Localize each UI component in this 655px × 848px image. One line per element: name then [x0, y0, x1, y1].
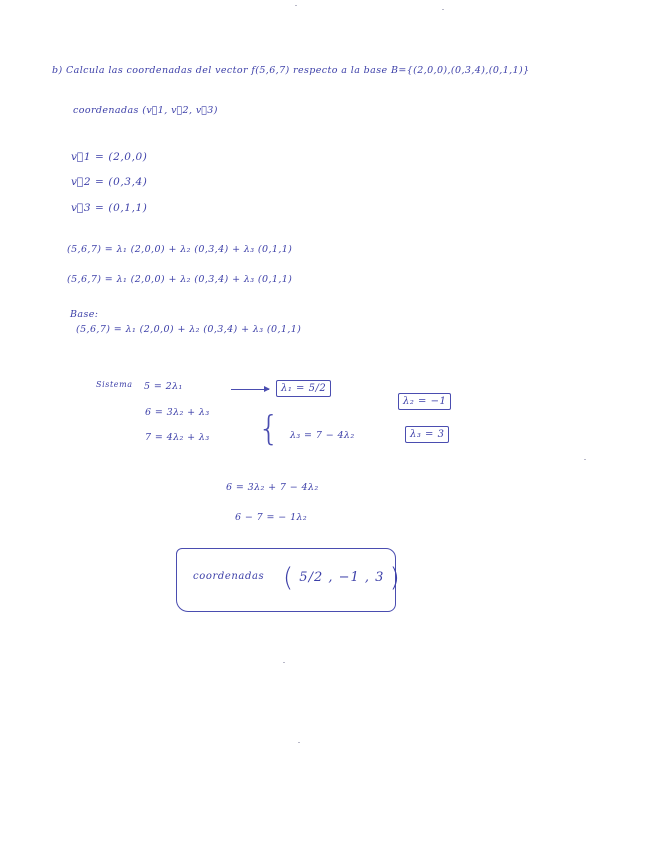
- work-step-1: 6 = 3λ₂ + 7 − 4λ₂: [226, 482, 319, 493]
- system-row-3: 7 = 4λ₂ + λ₃: [145, 432, 210, 443]
- result-lambda3: λ₃ = 3: [405, 426, 449, 443]
- brace-icon: {: [258, 409, 280, 449]
- problem-statement: b) Calcula las coordenadas del vector f(5,6,7) respecto a la base B={(2,0,0),(0,3,4),(0,1,1)}: [52, 65, 530, 76]
- scan-speck: [442, 9, 444, 10]
- system-row-2: 6 = 3λ₂ + λ₃: [145, 407, 210, 418]
- arrow-right-icon: [231, 389, 269, 390]
- result-lambda2: λ₂ = −1: [398, 393, 451, 410]
- equation-2: (5,6,7) = λ₁ (2,0,0) + λ₂ (0,3,4) + λ₃ (0,1,1): [67, 274, 293, 285]
- scan-speck: [584, 459, 586, 460]
- vector-v2: v⃗2 = (0,3,4): [71, 176, 148, 188]
- final-answer-value: [283, 563, 401, 593]
- final-answer-label: coordenadas: [193, 571, 265, 582]
- scan-speck: [298, 742, 300, 743]
- scan-speck: [295, 5, 297, 6]
- coordinates-heading: coordenadas (v⃗1, v⃗2, v⃗3): [73, 105, 218, 116]
- system-row-1: 5 = 2λ₁: [144, 381, 183, 392]
- base-label: Base:: [70, 309, 99, 320]
- equation-1: (5,6,7) = λ₁ (2,0,0) + λ₂ (0,3,4) + λ₃ (0,1,1): [67, 244, 293, 255]
- equation-3: (5,6,7) = λ₁ (2,0,0) + λ₂ (0,3,4) + λ₃ (0,1,1): [76, 324, 302, 335]
- open-paren-icon: (: [283, 563, 295, 593]
- system-label: Sistema: [96, 380, 133, 389]
- close-paren-icon: ): [389, 563, 401, 593]
- work-step-2: 6 − 7 = − 1λ₂: [235, 512, 308, 523]
- vector-v3: v⃗3 = (0,1,1): [71, 202, 148, 214]
- result-lambda1: λ₁ = 5/2: [276, 380, 331, 397]
- lambda3-expression: λ₃ = 7 − 4λ₂: [290, 430, 355, 441]
- scan-speck: [283, 662, 285, 663]
- final-answer-coordinates: 5/2 , −1 , 3: [299, 570, 385, 585]
- vector-v1: v⃗1 = (2,0,0): [71, 151, 148, 163]
- final-answer-box: [176, 548, 401, 612]
